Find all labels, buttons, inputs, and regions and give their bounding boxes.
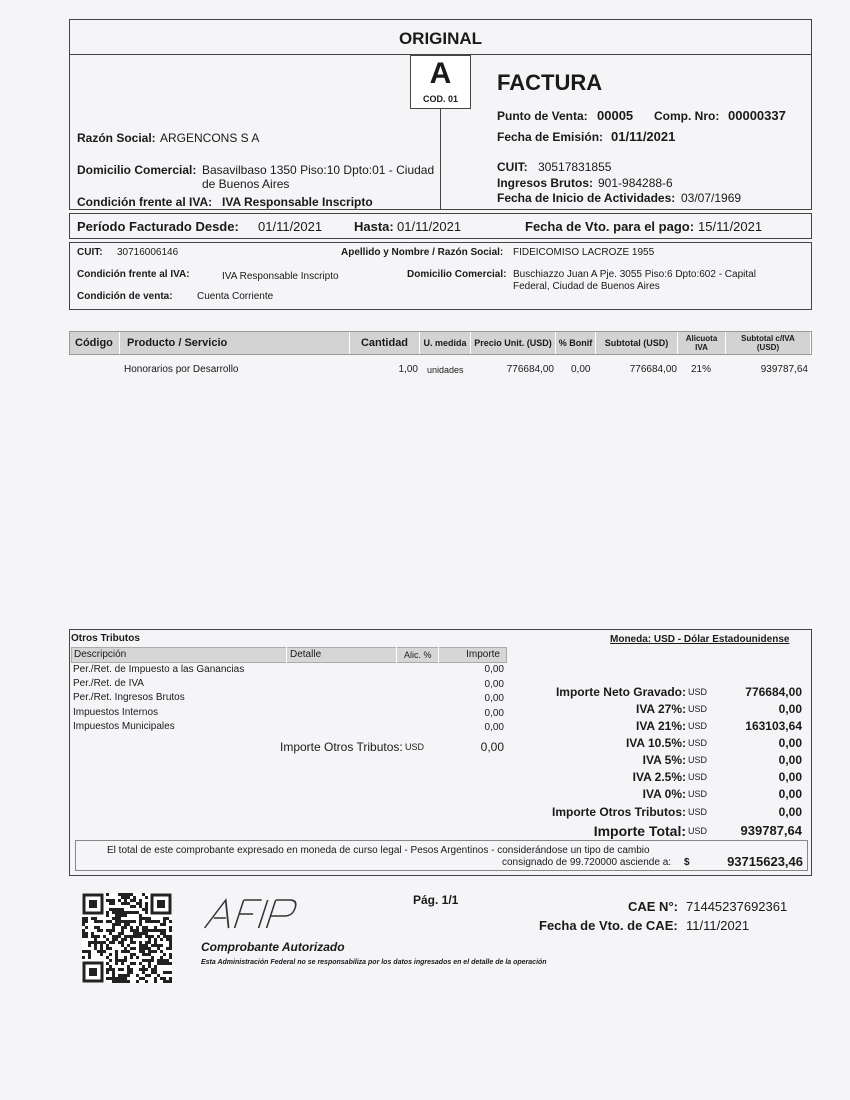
otros-row-importe: 0,00 — [484, 664, 504, 675]
row-bonif: 0,00 — [571, 364, 591, 375]
iva27-value: 0,00 — [778, 702, 802, 716]
fecha-emision-label: Fecha de Emisión: — [497, 130, 604, 144]
iva105-unit: USD — [688, 738, 708, 748]
importe-total-value: 939787,64 — [740, 823, 802, 838]
iva25-label: IVA 2.5%: — [632, 770, 686, 784]
iva25-value: 0,00 — [778, 770, 802, 784]
row-subiva: 939787,64 — [760, 364, 808, 375]
afip-logo-text — [201, 896, 203, 897]
conversion-amount: 93715623,46 — [727, 854, 803, 869]
period-vto-label: Fecha de Vto. para el pago: — [525, 219, 695, 234]
iva21-unit: USD — [688, 721, 708, 731]
iva21-value: 163103,64 — [745, 719, 802, 733]
otros-col-descripcion: Descripción — [74, 649, 127, 660]
otros-row-desc: Per./Ret. Ingresos Brutos — [73, 692, 185, 703]
invoice-code: COD. 01 — [422, 94, 458, 104]
conversion-line-1: El total de este comprobante expresado en moneda de curso legal - Pesos Argentinos - considerándose un tipo de cambio — [107, 845, 650, 856]
col-bonif: % Bonif — [556, 332, 596, 354]
otros-row-desc: Per./Ret. de IVA — [73, 678, 144, 689]
iva5-value: 0,00 — [778, 753, 802, 767]
period-desde-value: 01/11/2021 — [258, 219, 323, 234]
conversion-line-2: consignado de 99.720000 asciende a: — [502, 857, 672, 868]
col-subtotal: Subtotal (USD) — [596, 332, 678, 354]
iva0-unit: USD — [688, 789, 708, 799]
otros-col-detalle: Detalle — [290, 649, 322, 660]
razon-social-label: Razón Social: — [77, 131, 156, 145]
otros-row-importe: 0,00 — [484, 679, 504, 690]
period-hasta-value: 01/11/2021 — [397, 219, 462, 234]
iva21-label: IVA 21%: — [635, 719, 686, 733]
inicio-value: 03/07/1969 — [681, 191, 742, 205]
inicio-label: Fecha de Inicio de Actividades: — [497, 191, 676, 205]
col-subiva-line-2: (USD) — [756, 343, 780, 352]
otros-col-sep-2 — [396, 647, 397, 663]
client-nombre-value: FIDEICOMISO LACROZE 1955 — [513, 247, 655, 258]
col-alicuota — [678, 332, 726, 354]
domicilio-label: Domicilio Comercial: — [77, 163, 197, 177]
otros-row-desc: Impuestos Internos — [73, 707, 159, 718]
otros-total-unit: USD — [405, 742, 425, 752]
col-umedida: U. medida — [420, 332, 471, 354]
otros-tributos-value: 0,00 — [778, 805, 802, 819]
comp-nro-value: 00000337 — [728, 108, 786, 123]
iva105-value: 0,00 — [778, 736, 802, 750]
iva-condition-label: Condición frente al IVA: — [77, 195, 213, 209]
col-subiva-line-1: Subtotal c/IVA — [741, 334, 795, 343]
cuit-value: 30517831855 — [538, 160, 612, 174]
otros-total-value: 0,00 — [480, 740, 504, 754]
client-iva-value: IVA Responsable Inscripto — [222, 271, 339, 282]
iva27-label: IVA 27%: — [635, 702, 686, 716]
iibb-label: Ingresos Brutos: — [497, 176, 594, 190]
row-umedida: unidades — [427, 365, 464, 375]
col-subtotal-iva — [726, 332, 811, 354]
neto-unit: USD — [688, 687, 708, 697]
cuit-label: CUIT: — [497, 160, 528, 174]
comprobante-autorizado: Comprobante Autorizado — [201, 940, 345, 954]
otros-tributos-title: Otros Tributos — [71, 633, 140, 644]
comp-nro-label: Comp. Nro: — [654, 109, 720, 123]
client-venta-value: Cuenta Corriente — [197, 291, 274, 302]
invoice-letter: A — [429, 57, 452, 90]
iva105-label: IVA 10.5%: — [625, 736, 686, 750]
iva-condition-value: IVA Responsable Inscripto — [222, 195, 373, 209]
otros-row-importe: 0,00 — [484, 693, 504, 704]
col-codigo: Código — [70, 332, 120, 354]
razon-social-value: ARGENCONS S A — [160, 131, 260, 145]
client-cuit-value: 30716006146 — [117, 247, 179, 258]
qr-code-icon — [82, 893, 172, 983]
otros-col-sep-1 — [286, 647, 287, 663]
period-hasta-label: Hasta: — [354, 219, 394, 234]
punto-venta-label: Punto de Venta: — [497, 109, 588, 123]
iva25-unit: USD — [688, 772, 708, 782]
conversion-currency: $ — [684, 857, 690, 868]
row-precio: 776684,00 — [506, 364, 554, 375]
iva5-unit: USD — [688, 755, 708, 765]
col-producto: Producto / Servicio — [120, 332, 350, 354]
otros-row-importe: 0,00 — [484, 708, 504, 719]
col-alicuota-line-1: Alicuota — [685, 334, 718, 343]
client-domicilio-line-2: Federal, Ciudad de Buenos Aires — [513, 281, 660, 292]
iva0-label: IVA 0%: — [642, 787, 686, 801]
doc-type: FACTURA — [497, 70, 603, 95]
client-venta-label: Condición de venta: — [77, 291, 173, 302]
period-vto-value: 15/11/2021 — [698, 219, 763, 234]
row-alicuota: 21% — [691, 364, 712, 375]
row-cantidad: 1,00 — [398, 364, 418, 375]
iibb-value: 901-984288-6 — [598, 176, 673, 190]
importe-total-label: Importe Total: — [593, 823, 686, 839]
iva5-label: IVA 5%: — [642, 753, 686, 767]
client-cuit-label: CUIT: — [77, 247, 103, 258]
otros-col-importe: Importe — [466, 649, 500, 660]
iva0-value: 0,00 — [778, 787, 802, 801]
neto-value: 776684,00 — [745, 685, 802, 699]
cae-value: 71445237692361 — [686, 899, 788, 914]
col-alicuota-line-2: IVA — [695, 343, 708, 352]
otros-row-desc: Per./Ret. de Impuesto a las Ganancias — [73, 664, 245, 675]
client-iva-label: Condición frente al IVA: — [77, 269, 190, 280]
domicilio-line-1: Basavilbaso 1350 Piso:10 Dpto:01 - Ciudad — [202, 163, 435, 177]
otros-row-desc: Impuestos Municipales — [73, 721, 175, 732]
iva27-unit: USD — [688, 704, 708, 714]
client-nombre-label: Apellido y Nombre / Razón Social: — [341, 247, 504, 258]
page-number: Pág. 1/1 — [413, 893, 459, 907]
cae-vto-label: Fecha de Vto. de CAE: — [539, 918, 678, 933]
row-producto: Honorarios por Desarrollo — [124, 364, 239, 375]
client-domicilio-label: Domicilio Comercial: — [407, 269, 507, 280]
col-precio: Precio Unit. (USD) — [471, 332, 556, 354]
client-domicilio-line-1: Buschiazzo Juan A Pje. 3055 Piso:6 Dpto:602 - Capital — [513, 269, 756, 280]
col-cantidad: Cantidad — [350, 332, 420, 354]
afip-logo-icon — [201, 896, 321, 932]
copy-type: ORIGINAL — [398, 29, 483, 48]
period-desde-label: Período Facturado Desde: — [77, 219, 239, 234]
moneda-label: Moneda: USD - Dólar Estadounidense — [610, 634, 790, 645]
cae-label: CAE N°: — [628, 899, 678, 914]
otros-total-label: Importe Otros Tributos: — [280, 740, 403, 754]
neto-label: Importe Neto Gravado: — [555, 685, 686, 699]
otros-row-importe: 0,00 — [484, 722, 504, 733]
cae-vto-value: 11/11/2021 — [686, 918, 750, 933]
otros-col-sep-3 — [438, 647, 439, 663]
punto-venta-value: 00005 — [597, 108, 634, 123]
fecha-emision-value: 01/11/2021 — [611, 129, 676, 144]
afip-logo — [201, 896, 321, 932]
row-subtotal: 776684,00 — [629, 364, 677, 375]
domicilio-line-2: de Buenos Aires — [202, 177, 290, 191]
disclaimer: Esta Administración Federal no se responsabiliza por los datos ingresados en el detalle de la operación — [201, 959, 547, 966]
importe-total-unit: USD — [688, 826, 708, 836]
otros-tributos-label: Importe Otros Tributos: — [551, 805, 686, 819]
otros-tributos-unit: USD — [688, 807, 708, 817]
otros-col-alic: Alic. % — [404, 650, 432, 660]
header-vertical-divider — [440, 109, 441, 210]
